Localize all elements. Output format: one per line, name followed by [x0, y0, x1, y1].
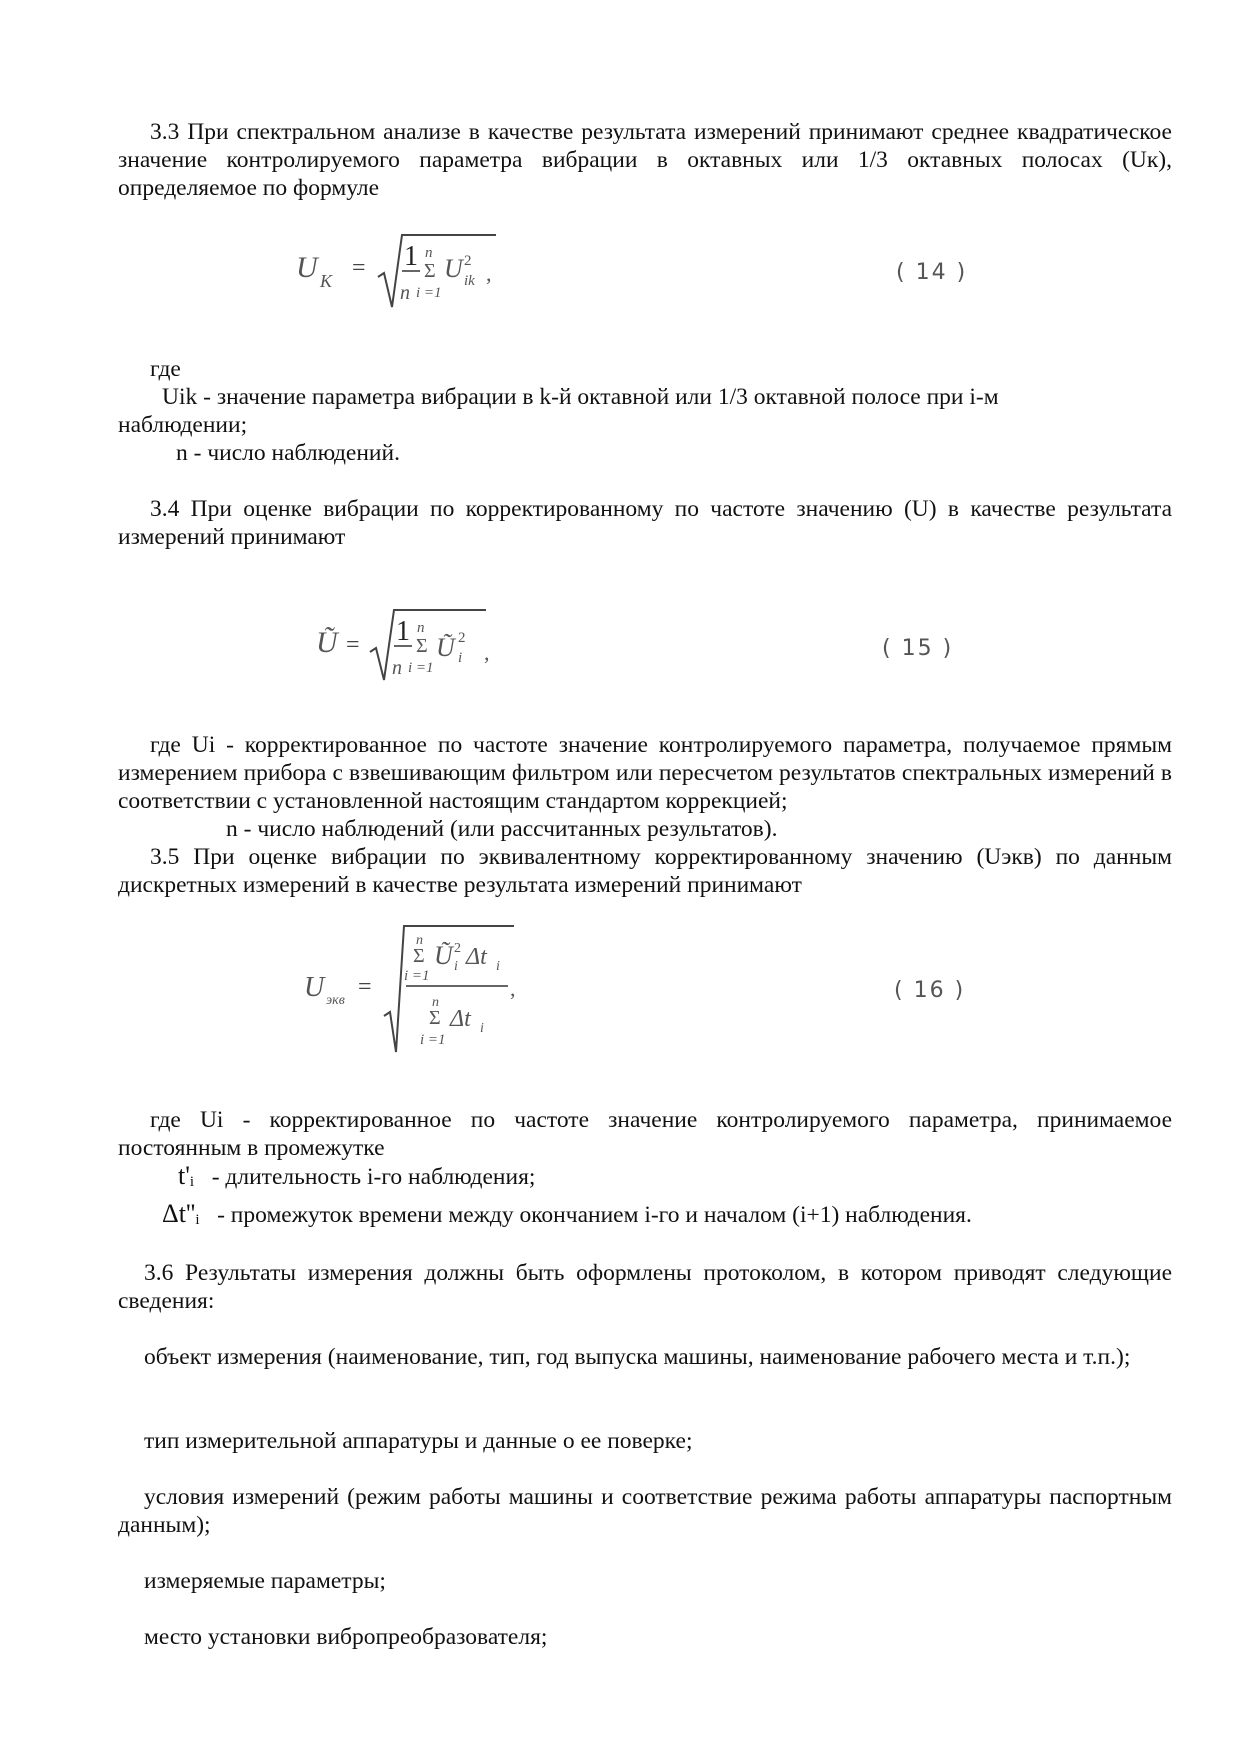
f15-n-top: n — [417, 620, 425, 636]
f15-term-sub: i — [458, 650, 463, 666]
definition-t1-symbol: t' — [178, 1161, 190, 1190]
formula-14-svg — [290, 225, 510, 315]
formula-14-number: ( 14 ) — [896, 260, 968, 285]
f16-lhs-sub: экв — [326, 993, 345, 1008]
f15-lhs: Ũ — [316, 626, 338, 659]
formula-16-number: ( 16 ) — [894, 978, 966, 1003]
f14-comma: , — [486, 261, 492, 286]
f14-i-eq-1: i =1 — [416, 285, 442, 301]
f15-term-sup: 2 — [458, 630, 466, 646]
definition-t2 — [162, 1200, 972, 1234]
paragraph-where-ui-2: где Ui - корректированное по частоте значение контролируемого параметра, принимаемое постоянным в промежутке — [118, 1107, 1172, 1161]
f15-comma: , — [484, 640, 490, 665]
f16-den-delta-sub: i — [480, 1021, 484, 1036]
f15-equals: = — [346, 632, 360, 658]
f14-one: 1 — [404, 241, 418, 272]
f14-lhs: U — [296, 251, 318, 284]
f14-n-den: n — [400, 282, 410, 304]
f14-term-sub: ik — [464, 273, 475, 289]
f15-term: Ũ — [436, 633, 455, 662]
f16-num-sub: i — [454, 959, 458, 974]
formula-14 — [290, 225, 510, 320]
f14-term: U — [444, 254, 463, 283]
paragraph-where-ui-1: где Ui - корректированное по частоте значение контролируемого параметра, получаемое прямым измерением прибора с взвешивающим фильтром или пересчетом результатов спектральных измерений в соответствии с установленной настоящим стандартом коррекцией; — [118, 732, 1172, 814]
f16-sum: Σ — [413, 945, 425, 967]
definition-t2-symbol: Δt'' — [162, 1199, 196, 1228]
f16-den-n: n — [432, 995, 439, 1010]
definition-t2-subscript: i — [195, 1212, 200, 1228]
paragraph-3-6: 3.6 Результаты измерения должны быть оформлены протоколом, в котором приводят следующие сведения: — [118, 1260, 1172, 1314]
formula-16-svg — [300, 920, 540, 1060]
f14-n-top: n — [425, 245, 433, 261]
f16-den-sum: Σ — [429, 1007, 441, 1029]
definition-uik: Uik - значение параметра вибрации в k-й октавной или 1/3 октавной полосе при i-м — [162, 384, 999, 410]
f16-comma: , — [510, 976, 516, 1001]
formula-15-svg — [310, 600, 510, 690]
definition-t1 — [178, 1162, 535, 1196]
formula-15-number: ( 15 ) — [882, 636, 954, 661]
f16-lhs: U — [304, 972, 325, 1003]
definition-n-2: n - число наблюдений (или рассчитанных результатов). — [226, 816, 778, 842]
definition-t1-subscript: i — [189, 1174, 195, 1190]
f14-term-sup: 2 — [464, 253, 472, 269]
definition-uik-continued: наблюдении; — [118, 412, 248, 438]
protocol-item-sensor-location: место установки вибропреобразователя; — [144, 1624, 548, 1650]
protocol-item-equipment: тип измерительной аппаратуры и данные о ее поверке; — [144, 1428, 693, 1454]
f16-den-delta: Δt — [450, 1006, 471, 1032]
f16-den-i: i =1 — [420, 1032, 446, 1048]
definition-t1-text: - длительность i-го наблюдения; — [211, 1164, 536, 1190]
f16-delta-sub: i — [496, 959, 500, 974]
definition-t2-text: - промежуток времени между окончанием i-го и началом (i+1) наблюдения. — [217, 1202, 972, 1228]
f15-n-den: n — [392, 657, 402, 679]
f14-lhs-sub: K — [320, 271, 333, 291]
where-label: где — [150, 356, 181, 382]
f16-num-term: Ũ — [434, 941, 453, 970]
formula-15 — [310, 600, 510, 695]
f15-one: 1 — [396, 616, 410, 647]
f16-i-eq-1: i =1 — [404, 968, 430, 984]
definition-n-1: n - число наблюдений. — [176, 440, 400, 466]
protocol-item-parameters: измеряемые параметры; — [144, 1568, 386, 1594]
paragraph-3-5: 3.5 При оценке вибрации по эквивалентному корректированному значению (Uэкв) по данным дискретных измерений в качестве результата измерений принимают — [118, 844, 1172, 898]
f16-equals: = — [358, 974, 372, 1000]
paragraph-3-3: 3.3 При спектральном анализе в качестве результата измерений принимают среднее квадратическое значение контролируемого параметра вибрации в октавных или 1/3 октавных полосах (Uк), определяемое по формуле — [118, 119, 1172, 201]
f14-equals: = — [352, 255, 366, 281]
f16-n-top: n — [416, 933, 423, 948]
f15-i-eq-1: i =1 — [408, 660, 434, 676]
formula-16 — [300, 920, 540, 1065]
f16-num-sup: 2 — [454, 941, 461, 956]
protocol-item-conditions: условия измерений (режим работы машины и соответствие режима работы аппаратуры паспортным данным); — [118, 1484, 1172, 1538]
paragraph-3-4: 3.4 При оценке вибрации по корректированному по частоте значению (U) в качестве результата измерений принимают — [118, 496, 1172, 550]
f16-delta: Δt — [466, 944, 487, 970]
f14-sum: Σ — [424, 260, 436, 282]
protocol-item-object: объект измерения (наименование, тип, год выпуска машины, наименование рабочего места и т.п.); — [144, 1344, 1131, 1370]
f15-sum: Σ — [416, 635, 428, 657]
